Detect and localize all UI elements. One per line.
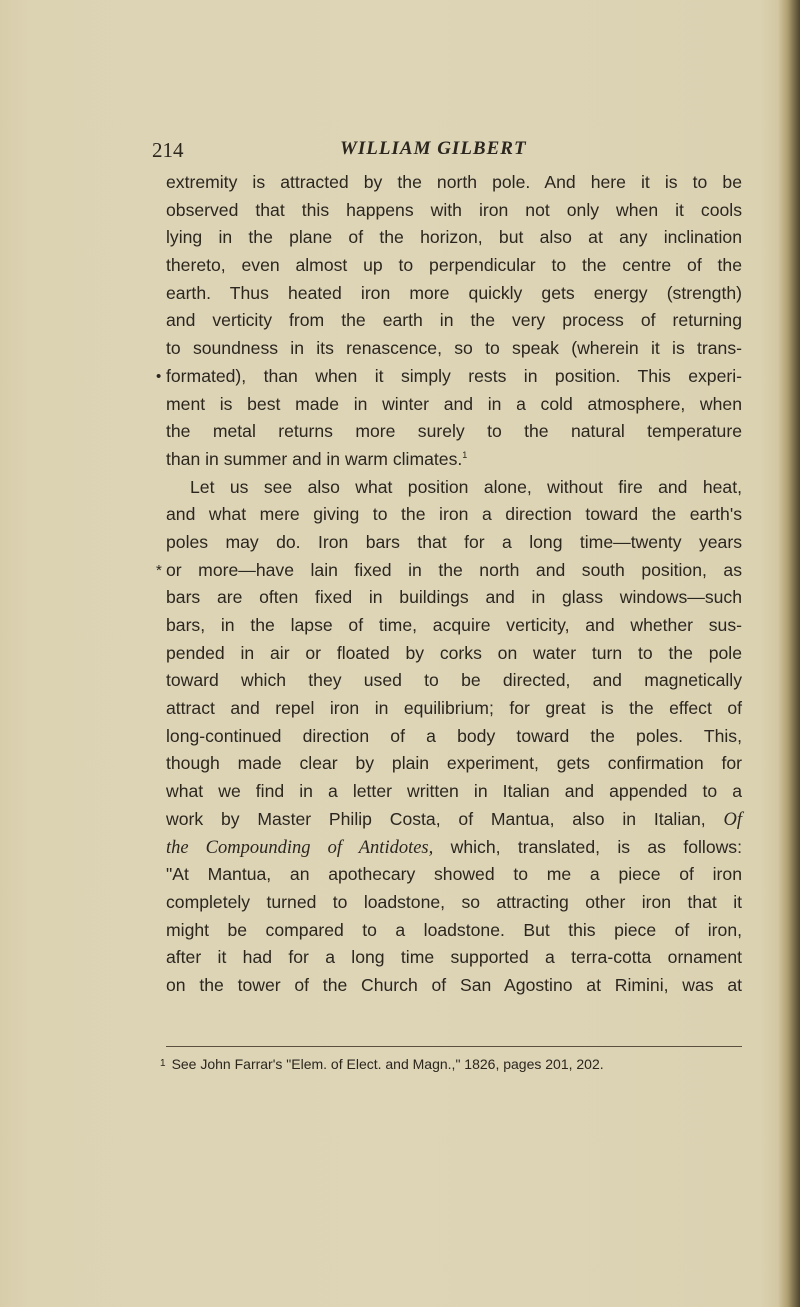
text-line: ment is best made in winter and in a cold atmosphere, when xyxy=(166,393,742,414)
running-head: WILLIAM GILBERT xyxy=(340,138,527,159)
footnote-text: See John Farrar's "Elem. of Elect. and Magn.," 1826, pages 201, 202. xyxy=(171,1056,604,1072)
text-line: after it had for a long time supported a terra-cotta ornament xyxy=(166,947,742,968)
text-line: bars, in the lapse of time, acquire verticity, and whether sus- xyxy=(166,615,742,635)
text-line: observed that this happens with iron not only when it cools xyxy=(166,199,742,220)
footnote-number: 1 xyxy=(160,1058,166,1069)
body-text xyxy=(156,169,742,1000)
text-line-content: which, translated, is as follows: xyxy=(450,836,742,857)
text-line: thereto, even almost up to perpendicular to the centre of the xyxy=(166,255,742,276)
footnote-ref: 1 xyxy=(462,449,468,460)
text-line: lying in the plane of the horizon, but also at any inclination xyxy=(166,227,742,248)
text-line-marked xyxy=(156,557,742,585)
text-line: attract and repel iron in equilibrium; for great is the effect of xyxy=(166,698,742,719)
footnote-divider xyxy=(166,1046,742,1047)
text-line: on the tower of the Church of San Agostino at Rimini, was at xyxy=(166,974,742,995)
page-header xyxy=(0,138,800,164)
text-line-content: work by Master Philip Costa, of Mantua, also in Italian, xyxy=(166,808,706,829)
text-line-content: than in summer and in warm climates. xyxy=(166,448,463,469)
text-line: completely turned to loadstone, so attracting other iron that it xyxy=(166,891,742,912)
text-line: what we find in a letter written in Italian and appended to a xyxy=(166,781,742,802)
margin-marker-dot: • xyxy=(156,367,162,385)
text-line: pended in air or floated by corks on water turn to the pole xyxy=(166,642,742,663)
margin-marker-asterisk: * xyxy=(156,561,162,579)
text-line: the metal returns more surely to the natural temperature xyxy=(166,421,742,442)
text-line-marked xyxy=(156,363,742,391)
page-edge-shadow xyxy=(778,0,800,1307)
text-line-content: formated), than when it simply rests in position. This experi- xyxy=(166,365,742,386)
text-line-with-title xyxy=(166,806,742,834)
book-title-italic-part1: Of xyxy=(723,809,742,830)
text-line: might be compared to a loadstone. But this piece of iron, xyxy=(166,919,742,940)
text-line: and verticity from the earth in the very process of returning xyxy=(166,310,742,331)
text-line-with-note xyxy=(166,446,742,474)
text-line: long-continued direction of a body toward the poles. This, xyxy=(166,725,742,746)
text-line-with-title xyxy=(166,834,742,862)
text-line: to soundness in its renascence, so to speak (wherein it is trans- xyxy=(166,338,742,359)
text-line: poles may do. Iron bars that for a long time—twenty years xyxy=(166,531,742,552)
text-line: "At Mantua, an apothecary showed to me a piece of iron xyxy=(166,864,742,885)
text-line: and what mere giving to the iron a direction toward the earth's xyxy=(166,504,742,525)
text-line: though made clear by plain experiment, gets confirmation for xyxy=(166,753,742,774)
text-line: earth. Thus heated iron more quickly gets energy (strength) xyxy=(166,282,742,303)
page-number: 214 xyxy=(152,138,184,162)
text-line-content: or more—have lain fixed in the north and south position, as xyxy=(166,559,742,580)
paragraph-start-line: Let us see also what position alone, without fire and heat, xyxy=(190,476,742,497)
text-line: extremity is attracted by the north pole. And here it is to be xyxy=(166,172,742,192)
footnote xyxy=(160,1054,750,1074)
book-title-italic-part2: the Compounding of Antidotes, xyxy=(166,837,434,858)
text-line: bars are often fixed in buildings and in glass windows—such xyxy=(166,587,742,608)
text-line: toward which they used to be directed, and magnetically xyxy=(166,670,742,691)
